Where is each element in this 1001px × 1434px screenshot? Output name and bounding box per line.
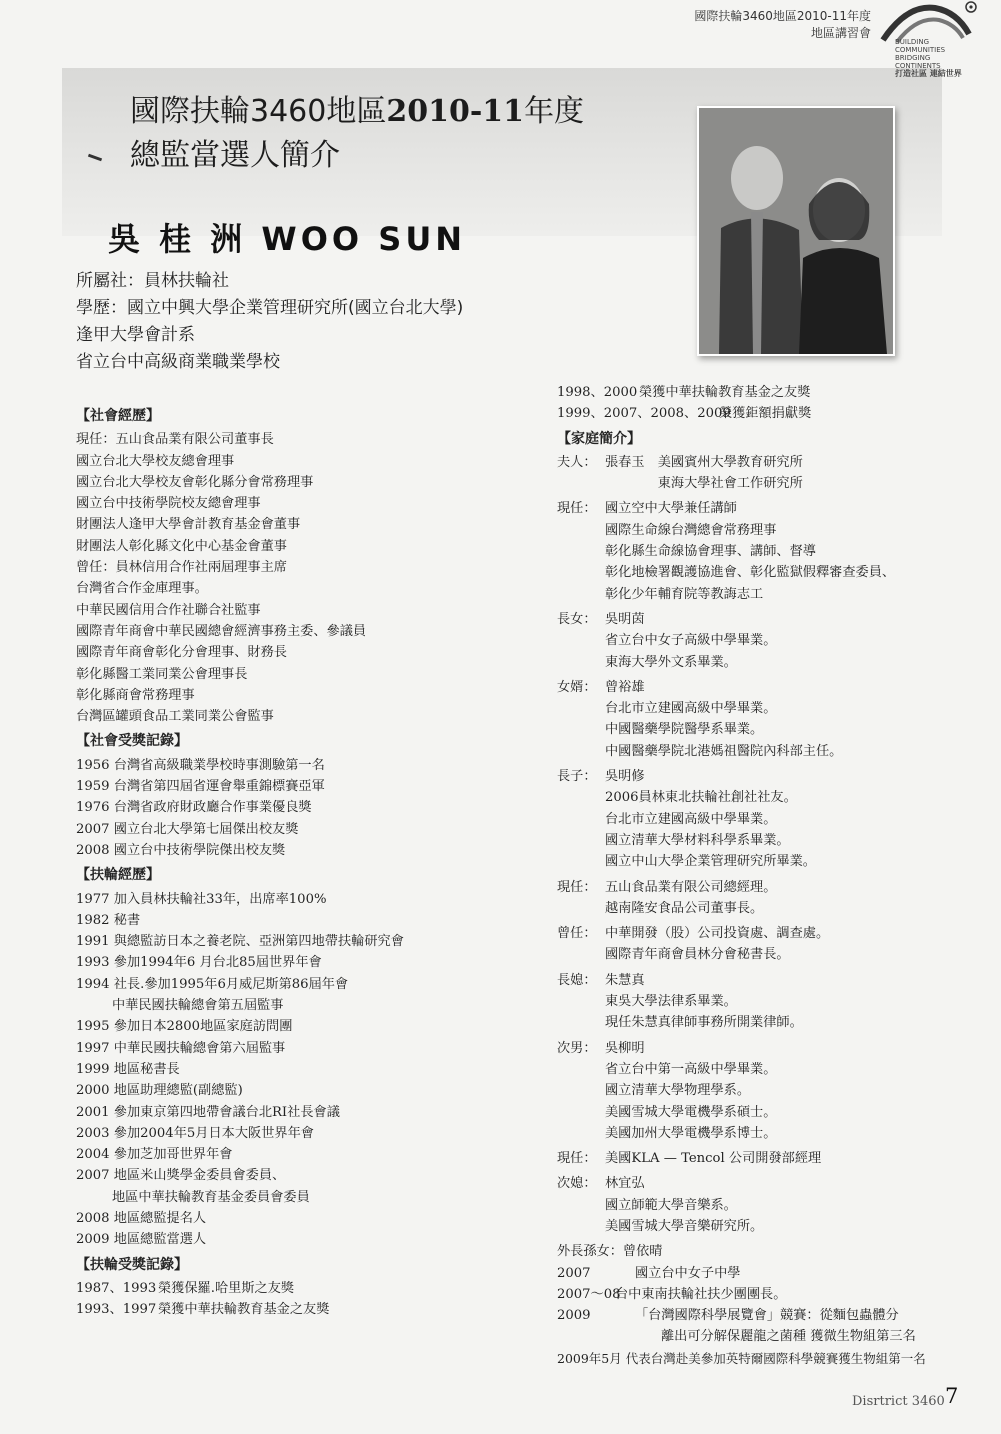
grandchild-row	[557, 1326, 957, 1347]
family-row	[557, 991, 957, 1012]
family-row-text: 美國雪城大學音樂研究所。	[605, 1218, 764, 1234]
family-row	[557, 1012, 957, 1033]
family-row-label: 現任：	[557, 1151, 597, 1167]
family-row-text: 林宜弘	[605, 1176, 645, 1192]
rotary-awards-list	[76, 1278, 536, 1321]
grandchild-row	[557, 1284, 957, 1305]
candidate-name: 吳 桂 洲 WOO SUN	[108, 220, 467, 258]
family-row	[557, 830, 957, 851]
list-item: 中華民國信用合作社聯合社監事	[76, 602, 261, 618]
family-row-text: 國立清華大學材料科學系畢業。	[605, 832, 790, 848]
grandchild-list	[557, 1263, 957, 1348]
family-row-text: 中國醫藥學院北港媽祖醫院內科部主任。	[605, 743, 843, 759]
family-row	[557, 851, 957, 872]
list-item: 2003 參加2004年5月日本大阪世界年會	[76, 1125, 314, 1141]
family-row	[557, 1080, 957, 1101]
award-text: 榮獲中華扶輪教育基金之友獎	[158, 1302, 330, 1318]
page-title-line2: 總監當選人簡介	[130, 138, 340, 173]
running-header-line1: 國際扶輪3460地區2010-11年度	[694, 9, 871, 23]
list-item: 1977 加入員林扶輪社33年，出席率100%	[76, 891, 327, 907]
list-item: 1995 參加日本2800地區家庭訪問團	[76, 1019, 293, 1035]
grandchild-row	[557, 1305, 957, 1326]
grandchild-text: 離出可分解保麗龍之菌種 獲微生物組第三名	[661, 1329, 916, 1345]
family-row-label: 次媳：	[557, 1176, 597, 1192]
title-prefix: 國際扶輪3460地區	[130, 94, 387, 129]
grandchild-text: 台中東南扶輪社扶少團團長。	[615, 1286, 787, 1302]
title-suffix: 年度	[524, 94, 585, 129]
family-row-text: 國立空中大學兼任講師	[605, 501, 737, 517]
left-column	[76, 402, 536, 1320]
grandchild-year: 2009	[557, 1308, 591, 1324]
family-row	[557, 809, 957, 830]
list-item: 國立台北大學校友會彰化縣分會常務理事	[76, 474, 314, 490]
list-item: 1997 中華民國扶輪總會第六屆監事	[76, 1040, 286, 1056]
family-row-label: 現任：	[557, 879, 597, 895]
education-line-3: 省立台中高級商業職業學校	[76, 352, 280, 372]
list-item: 1994 社長.參加1995年6月威尼斯第86屆年會	[76, 976, 349, 992]
list-item: 1999 地區秘書長	[76, 1061, 180, 1077]
family-row-text: 省立台中女子高級中學畢業。	[605, 633, 777, 649]
grandchild-text: 國立台中女子中學	[635, 1265, 741, 1281]
family-row-text: 吳明修	[605, 769, 645, 785]
family-row-text: 吳柳明	[605, 1040, 645, 1056]
family-row-label: 次男：	[557, 1040, 597, 1056]
family-row-text: 東海大學社會工作研究所	[605, 476, 803, 492]
list-item: 台灣區罐頭食品工業同業公會監事	[76, 709, 274, 725]
family-row-label: 夫人：	[557, 454, 597, 470]
list-item: 1982 秘書	[76, 912, 141, 928]
family-row-text: 五山食品業有限公司總經理。	[605, 879, 777, 895]
list-item: 現任：五山食品業有限公司董事長	[76, 432, 274, 448]
portrait-photo	[697, 106, 895, 356]
list-item: 國立台北大學校友總會理事	[76, 453, 235, 469]
social-list	[76, 429, 536, 727]
grandchild-year: 2007～08	[557, 1286, 621, 1302]
family-row	[557, 944, 957, 965]
running-header-line2: 地區講習會	[810, 26, 871, 40]
family-row	[557, 630, 957, 651]
logo-tagline-zh: 打造社區 連結世界	[895, 69, 962, 78]
list-item: 台灣省合作金庫理事。	[76, 581, 208, 597]
family-row	[557, 473, 957, 494]
family-row	[557, 562, 957, 583]
family-row-text: 彰化縣生命線協會理事、講師、督導	[605, 544, 816, 560]
awards-list	[76, 755, 536, 861]
family-row-text: 東海大學外文系畢業。	[605, 654, 737, 670]
family-row	[557, 741, 957, 762]
family-row	[557, 1195, 957, 1216]
list-item: 2008 地區總監提名人	[76, 1210, 207, 1226]
family-row-text: 吳明茵	[605, 611, 645, 627]
family-row-text: 美國加州大學電機學系博士。	[605, 1125, 777, 1141]
family-row-label: 長子：	[557, 769, 597, 785]
footer-district-label: Disrtrict 3460	[852, 1394, 945, 1409]
family-row-text: 國立清華大學物理學系。	[605, 1083, 751, 1099]
list-item: 彰化縣商會常務理事	[76, 687, 195, 703]
family-row	[557, 541, 957, 562]
list-item: 國際青年商會中華民國總會經濟事務主委、參議員	[76, 623, 367, 639]
family-row	[557, 787, 957, 808]
family-row	[557, 1059, 957, 1080]
family-row	[557, 877, 957, 898]
award-text: 榮獲鉅額捐獻獎	[719, 406, 812, 422]
list-item: 彰化縣醫工業同業公會理事長	[76, 666, 248, 682]
basic-info	[76, 268, 463, 376]
grandchild-text: 「台灣國際科學展覽會」競賽：從麵包蟲體分	[635, 1308, 899, 1324]
list-item	[557, 382, 957, 403]
club-line: 所屬社：員林扶輪社	[76, 271, 229, 291]
last-line: 2009年5月 代表台灣赴美參加英特爾國際科學競賽獲生物組第一名	[557, 1350, 926, 1366]
education-line: 學歷：國立中興大學企業管理研究所(國立台北大學)	[76, 298, 464, 318]
list-item: 財團法人彰化縣文化中心基金會董事	[76, 538, 287, 554]
family-row-text: 越南隆安食品公司董事長。	[605, 900, 764, 916]
page-title	[130, 90, 584, 178]
list-item: 2009 地區總監當選人	[76, 1232, 207, 1248]
family-row-text: 2006員林東北扶輪社創社社友。	[605, 790, 797, 806]
list-item	[557, 403, 957, 424]
family-row-text: 國際青年商會員林分會秘書長。	[605, 947, 790, 963]
section-heading-rotary: 【扶輪經歷】	[76, 867, 160, 884]
list-item: 地區中華扶輪教育基金委員會委員	[112, 1189, 310, 1205]
family-row	[557, 1216, 957, 1237]
family-row	[557, 923, 957, 944]
family-row-text: 國立師範大學音樂系。	[605, 1197, 737, 1213]
family-row	[557, 1038, 957, 1059]
running-header	[694, 8, 871, 42]
family-row-label: 現任：	[557, 501, 597, 517]
list-item: 1956 台灣省高級職業學校時事測驗第一名	[76, 757, 325, 773]
logo-tagline-en1: BUILDING COMMUNITIES	[895, 38, 946, 54]
family-row	[557, 698, 957, 719]
list-item: 2008 國立台中技術學院傑出校友獎	[76, 842, 286, 858]
family-row-text: 中華開發（股）公司投資處、調查處。	[605, 926, 830, 942]
family-list	[557, 452, 957, 1237]
list-item: 1959 台灣省第四屆省運會舉重錦標賽亞軍	[76, 779, 325, 795]
family-row	[557, 652, 957, 673]
couple-portrait-image	[699, 108, 893, 354]
list-item	[76, 1299, 536, 1320]
family-row-text: 省立台中第一高級中學畢業。	[605, 1061, 777, 1077]
page-title-line1	[130, 90, 584, 134]
award-text: 榮獲中華扶輪教育基金之友獎	[639, 385, 811, 400]
list-item: 2007 地區米山獎學金委員會委員、	[76, 1168, 286, 1184]
list-item: 曾任：員林信用合作社兩屆理事主席	[76, 560, 287, 576]
list-item: 2000 地區助理總監(副總監)	[76, 1083, 243, 1099]
family-row-text: 國際生命線台灣總會常務理事	[605, 522, 777, 538]
family-row-text: 台北市立建國高級中學畢業。	[605, 811, 777, 827]
section-heading-awards: 【社會受獎記錄】	[76, 733, 188, 750]
award-text: 榮獲保羅.哈里斯之友獎	[158, 1280, 295, 1296]
family-row	[557, 1173, 957, 1194]
grandchild-label: 外長孫女：曾依晴	[557, 1244, 663, 1260]
family-row-text: 美國雪城大學電機學系碩士。	[605, 1104, 777, 1120]
grandchild-row	[557, 1263, 957, 1284]
family-row	[557, 719, 957, 740]
family-row-text: 美國KLA — Tencol 公司開發部經理	[605, 1151, 822, 1167]
family-row	[557, 609, 957, 630]
family-row-text: 東吳大學法律系畢業。	[605, 994, 737, 1010]
awards-continued	[557, 382, 957, 425]
family-row	[557, 970, 957, 991]
right-column	[557, 382, 957, 1369]
family-row	[557, 898, 957, 919]
list-item: 1993 參加1994年6 月台北85屆世界年會	[76, 955, 322, 971]
award-year: 1993、1997	[76, 1302, 157, 1318]
section-heading-rotary-awards: 【扶輪受獎記錄】	[76, 1256, 188, 1273]
family-row-text: 彰化少年輔育院等教誨志工	[605, 586, 764, 602]
award-year: 1999、2007、2008、2009	[557, 406, 731, 422]
family-row-text: 彰化地檢署觀護協進會、彰化監獄假釋審查委員、	[605, 565, 896, 581]
list-item: 國際青年商會彰化分會理事、財務長	[76, 645, 287, 661]
list-item: 2004 參加芝加哥世界年會	[76, 1147, 233, 1163]
family-row	[557, 766, 957, 787]
family-row-label: 女婿：	[557, 679, 597, 695]
family-row	[557, 1102, 957, 1123]
list-item: 1991 與總監訪日本之養老院、亞洲第四地帶扶輪研究會	[76, 934, 404, 950]
list-item: 財團法人逢甲大學會計教育基金會董事	[76, 517, 301, 533]
title-year: 2010-11	[386, 94, 525, 129]
education-line-2: 逢甲大學會計系	[76, 325, 195, 345]
family-row-text: 曾裕雄	[605, 679, 645, 695]
family-row	[557, 584, 957, 605]
list-item: 1976 台灣省政府財政廳合作事業優良獎	[76, 800, 312, 816]
family-row	[557, 1123, 957, 1144]
section-heading-social: 【社會經歷】	[76, 408, 160, 424]
family-row	[557, 1148, 957, 1169]
list-item: 中華民國扶輪總會第五屆監事	[112, 998, 284, 1014]
family-row-text: 張春玉 美國賓州大學教育研究所	[605, 454, 803, 470]
family-row-label: 長媳：	[557, 972, 597, 988]
family-row-text: 現任朱慧真律師事務所開業律師。	[605, 1015, 803, 1031]
family-row	[557, 520, 957, 541]
family-row-text: 朱慧真	[605, 972, 645, 988]
grandchild-year: 2007	[557, 1265, 591, 1281]
logo-tagline	[895, 38, 975, 78]
logo-tagline-en2: BRIDGING CONTINENTS	[895, 54, 941, 70]
family-row-text: 國立中山大學企業管理研究所畢業。	[605, 854, 816, 870]
family-row	[557, 498, 957, 519]
page-number: 7	[945, 1384, 959, 1408]
family-row	[557, 677, 957, 698]
section-heading-family: 【家庭簡介】	[557, 430, 641, 447]
family-row-label: 長女：	[557, 611, 597, 627]
family-row-text: 中國醫藥學院醫學系畢業。	[605, 722, 764, 738]
list-item: 2007 國立台北大學第七屆傑出校友獎	[76, 821, 299, 837]
family-row-text: 台北市立建國高級中學畢業。	[605, 701, 777, 717]
award-year: 1998、2000	[557, 385, 638, 400]
list-item: 2001 參加東京第四地帶會議台北RI社長會議	[76, 1104, 340, 1120]
list-item	[76, 1278, 536, 1299]
rotary-list	[76, 889, 536, 1251]
family-row-label: 曾任：	[557, 926, 597, 942]
award-year: 1987、1993	[76, 1280, 157, 1296]
family-row	[557, 452, 957, 473]
list-item: 國立台中技術學院校友總會理事	[76, 496, 261, 512]
